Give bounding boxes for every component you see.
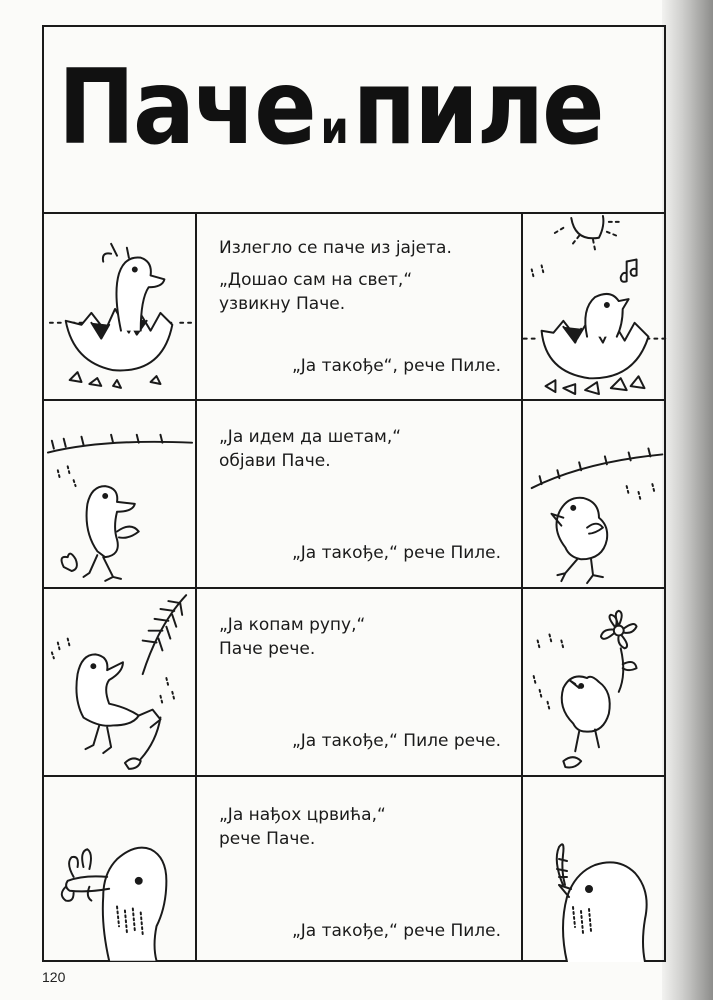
text-panel-4 [197,777,523,962]
line-1-3: узвикну Паче. [219,294,346,314]
text-panel-2 [197,401,523,587]
line-1-1: Излегло се паче из јајета. [219,238,452,258]
page-edge-shadow [662,0,713,1000]
illustration-duckling-walking [44,401,197,587]
story-row-4 [44,777,664,962]
page-title [58,48,603,168]
story-frame [42,25,666,962]
page-number: 120 [42,969,66,985]
line-2-2: објави Паче. [219,451,331,471]
reply-3: „Ја такође,“ Пиле рече. [291,731,501,751]
illustration-chick-digging [523,589,668,775]
illustration-chick-walking [523,401,668,587]
line-1-2: „Дошао сам на свет,“ [219,270,413,290]
story-row-3 [44,589,664,777]
title-conjunction: и [320,102,347,155]
reply-1: „Ја такође“, рече Пиле. [291,356,501,376]
illustration-duckling-with-worm [44,777,197,962]
text-panel-1 [197,214,523,399]
line-4-2: рече Паче. [219,829,316,849]
title-panel [44,27,664,214]
line-2-1: „Ја идем да шетам,“ [219,427,402,447]
illustration-chick-with-worm [523,777,668,962]
line-3-2: Паче рече. [219,639,316,659]
line-4-1: „Ја нађох црвића,“ [219,805,386,825]
reply-4: „Ја такође,“ рече Пиле. [291,921,501,941]
illustration-duckling-hatching [44,214,197,399]
title-word-duckling: Паче [58,48,315,168]
title-word-chick: пиле [352,48,603,168]
line-3-1: „Ја копам рупу,“ [219,615,366,635]
text-panel-3 [197,589,523,775]
story-row-1 [44,214,664,401]
illustration-duckling-digging [44,589,197,775]
illustration-chick-hatching [523,214,668,399]
reply-2: „Ја такође,“ рече Пиле. [291,543,501,563]
story-row-2 [44,401,664,589]
